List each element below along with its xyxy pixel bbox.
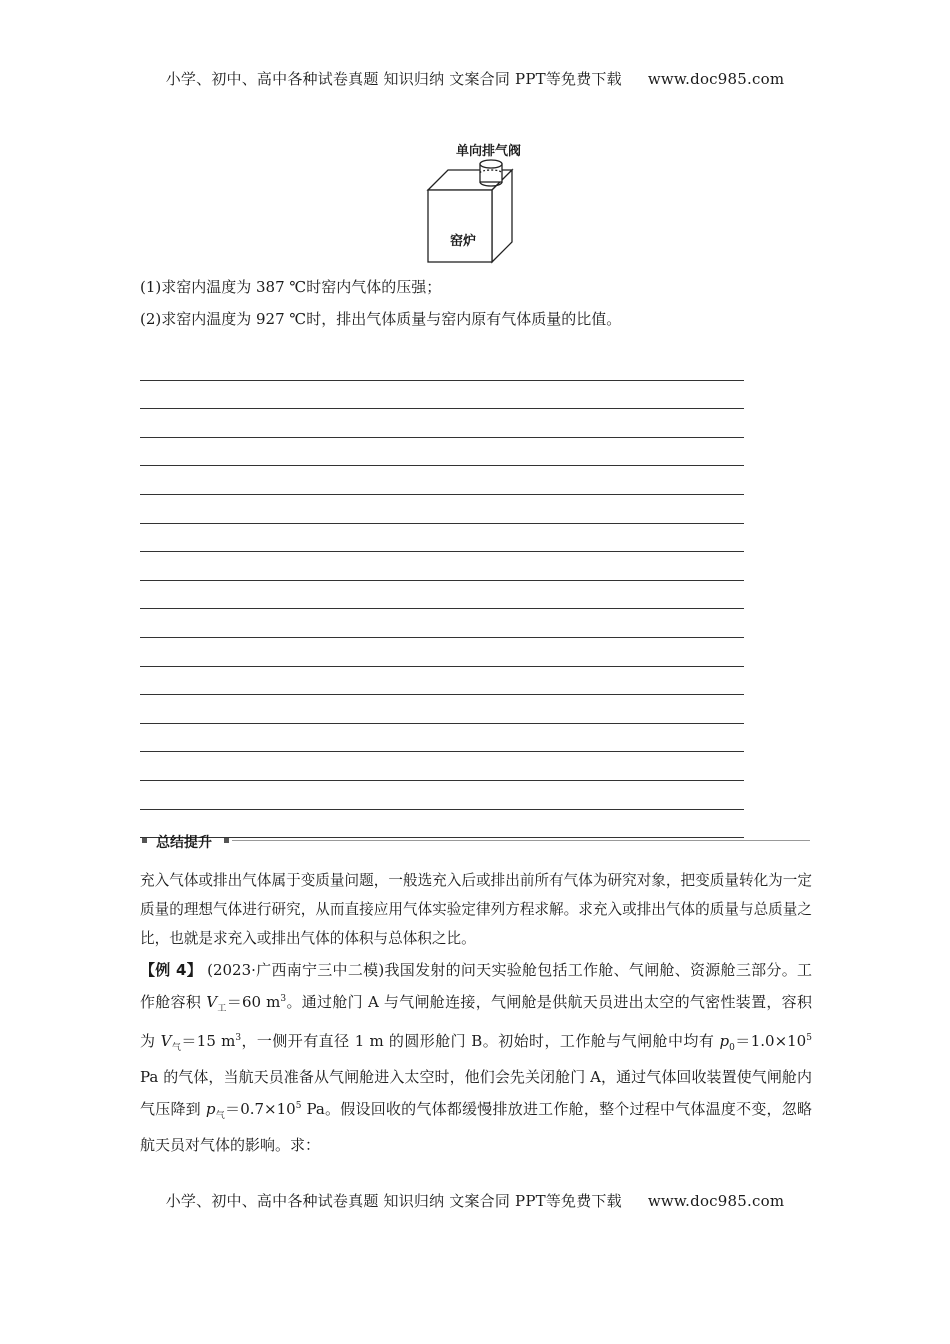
summary-text: 充入气体或排出气体属于变质量问题，一般选充入后或排出前所有气体为研究对象，把变质量转化为一定质量的理想气体进行研究，从而直接应用气体实验定律列方程求解。求充入或排出气体的质量与总质量之比，也就是求充入或排出气体的体积与总体积之比。 <box>140 872 812 947</box>
answer-line <box>140 638 744 667</box>
v-air-subscript: 气 <box>171 1043 182 1053</box>
p0-value: ＝1.0×10 <box>734 1032 807 1050</box>
answer-line <box>140 752 744 781</box>
v-work-symbol: V <box>206 993 218 1011</box>
answer-line <box>140 381 744 410</box>
valve-label: 单向排气阀 <box>456 144 522 159</box>
example-4 <box>140 956 812 1160</box>
question-2: (2)求窑内温度为 927 ℃时，排出气体质量与窑内原有气体质量的比值。 <box>140 310 622 328</box>
page-footer <box>0 1190 950 1211</box>
summary-title: 总结提升 <box>156 835 212 851</box>
p-air-exponent: 5 <box>295 1101 302 1111</box>
example-label: 【例 4】 <box>140 961 203 979</box>
p0-subscript: 0 <box>729 1043 735 1053</box>
answer-line <box>140 495 744 524</box>
answer-lines <box>140 352 744 838</box>
header-site: www.doc985.com <box>647 70 785 88</box>
summary-bullet-left <box>142 838 147 843</box>
v-air-symbol: V <box>160 1032 172 1050</box>
v-work-subscript: 工 <box>217 1004 227 1014</box>
footer-text: 小学、初中、高中各种试卷真题 知识归纳 文案合同 PPT等免费下载 <box>165 1192 622 1210</box>
valve-top <box>480 160 502 168</box>
p-air-symbol: p <box>205 1100 216 1118</box>
example-text-4: Pa 的气体，当航天员准备从气闸舱进入太空时，他们会先关闭舱门 A，通过气体回收装置使气闸舱内气压降到 <box>140 1068 812 1118</box>
p-air-value: ＝0.7×10 <box>224 1100 296 1118</box>
v-work-exponent: 3 <box>280 994 287 1004</box>
summary-bullet-right <box>224 838 229 843</box>
p0-symbol: p <box>719 1032 730 1050</box>
example-text-2: 。通过舱门 A 与气闸舱连接，气闸舱是供航天员进出太空的气密性装置，容积为 <box>140 993 812 1050</box>
answer-line <box>140 438 744 467</box>
question-1: (1)求窑内温度为 387 ℃时窑内气体的压强； <box>140 278 442 296</box>
summary-header <box>140 832 810 850</box>
answer-line <box>140 667 744 696</box>
v-work-value: ＝60 m <box>226 993 281 1011</box>
example-text-1: 我国发射的问天实验舱包括工作舱、气闸舱、资源舱三部分。工作舱容积 <box>140 961 812 1011</box>
kiln-front-face <box>428 190 492 262</box>
answer-line <box>140 695 744 724</box>
answer-line <box>140 724 744 753</box>
page-header <box>0 68 950 89</box>
answer-line <box>140 552 744 581</box>
answer-line <box>140 609 744 638</box>
answer-line <box>140 352 744 381</box>
v-air-exponent: 3 <box>235 1033 242 1043</box>
p-air-subscript: 气 <box>215 1111 225 1121</box>
answer-line <box>140 524 744 553</box>
kiln-figure <box>420 138 540 268</box>
answer-line <box>140 466 744 495</box>
answer-line <box>140 409 744 438</box>
summary-rule <box>232 840 810 841</box>
example-source: (2023·广西南宁三中二模) <box>207 961 385 979</box>
answer-line <box>140 581 744 610</box>
footer-site: www.doc985.com <box>647 1192 785 1210</box>
p0-exponent: 5 <box>806 1033 812 1043</box>
example-text-5: Pa。假设回收的气体都缓慢排放进工作舱，整个过程中气体温度不变，忽略航天员对气体的影响。求： <box>140 1100 812 1154</box>
v-air-value: ＝15 m <box>181 1032 236 1050</box>
header-text: 小学、初中、高中各种试卷真题 知识归纳 文案合同 PPT等免费下载 <box>165 70 622 88</box>
answer-line <box>140 781 744 810</box>
kiln-label: 窑炉 <box>450 234 477 249</box>
example-text-3: ，一侧开有直径 1 m 的圆形舱门 B。初始时，工作舱与气闸舱中均有 <box>241 1032 720 1050</box>
